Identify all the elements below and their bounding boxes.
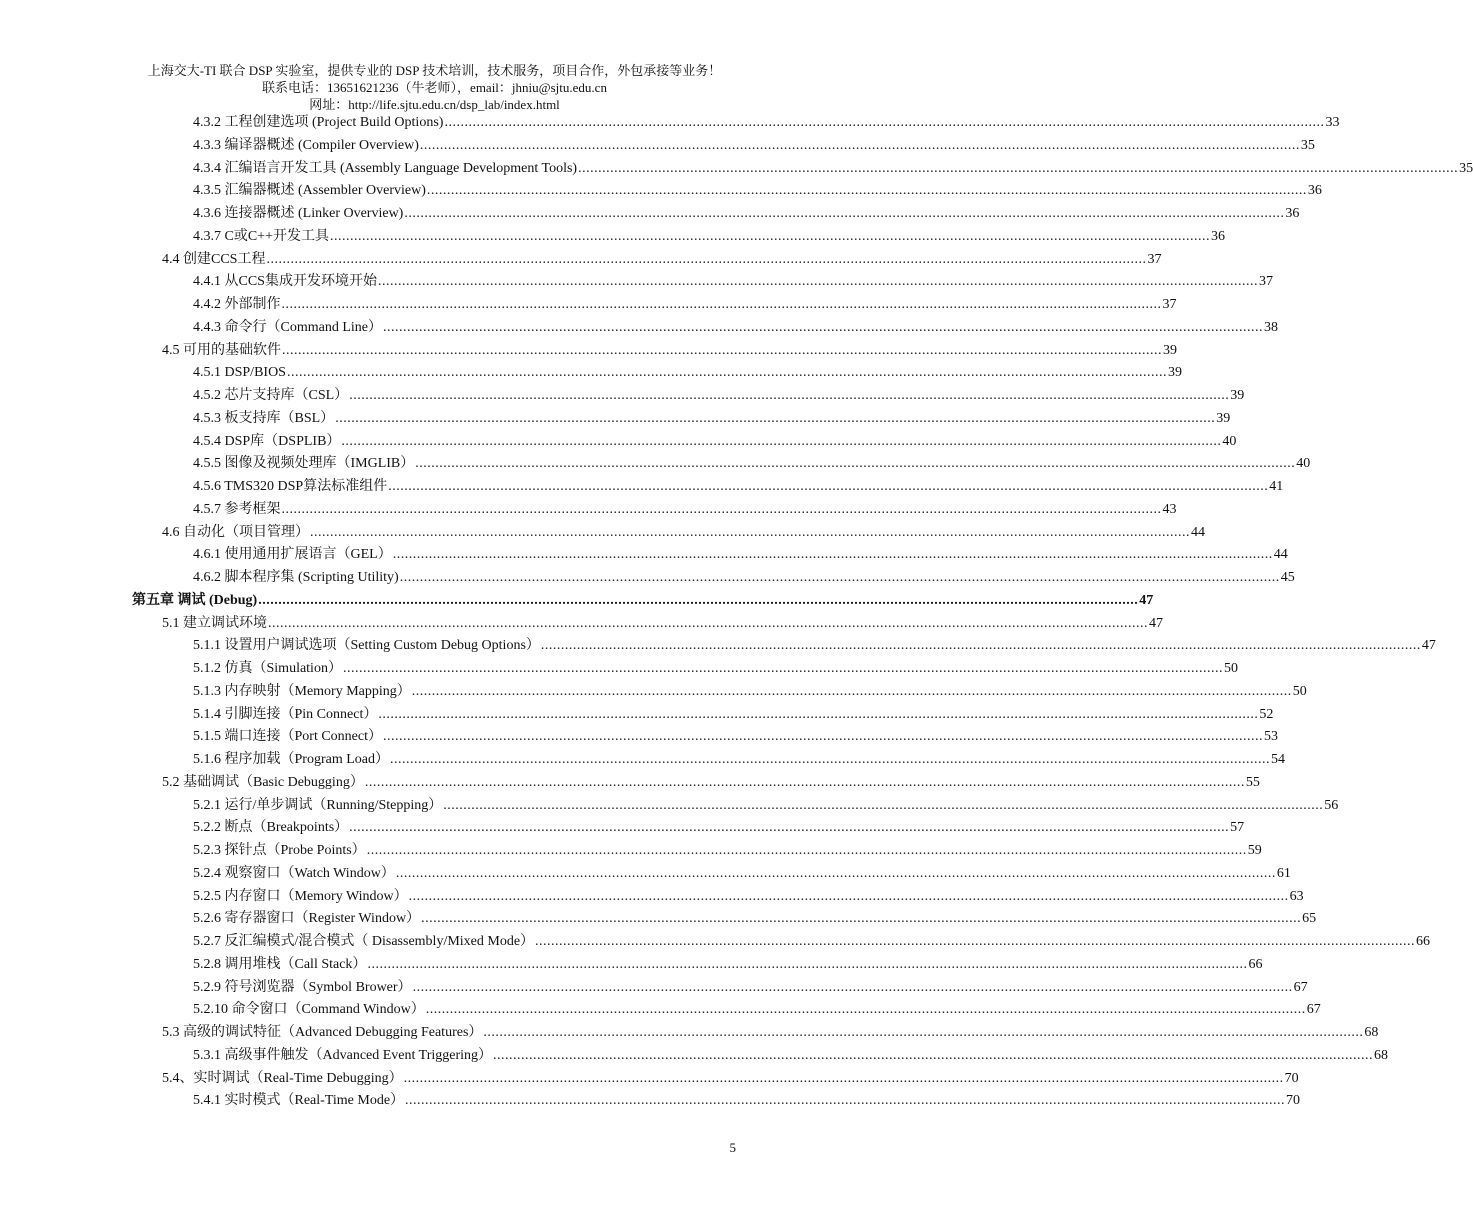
toc-entry-label: 4.6.1 使用通用扩展语言（GEL） xyxy=(193,547,392,563)
toc-dot-leader: ............................................................................................................................................................................................................................ xyxy=(367,956,1248,972)
toc-entry-label: 4.4.1 从CCS集成开发环境开始 xyxy=(193,274,377,290)
toc-dot-leader: ............................................................................................................................................................................................................................ xyxy=(349,388,1230,403)
toc-entry xyxy=(162,1069,1299,1089)
toc-dot-leader: ............................................................................................................................................................................................................................ xyxy=(444,115,1325,130)
toc-entry-label: 4.5.3 板支持库（BSL） xyxy=(193,410,335,426)
toc-entry xyxy=(193,295,1177,315)
toc-dot-leader: ............................................................................................................................................................................................................................ xyxy=(389,752,1270,767)
toc-entry xyxy=(193,705,1274,725)
toc-dot-leader: ............................................................................................................................................................................................................................ xyxy=(404,206,1285,221)
toc-entry xyxy=(193,227,1225,247)
toc-entry-label: 5.3.1 高级事件触发（Advanced Event Triggering） xyxy=(193,1047,493,1063)
toc-entry-page: 43 xyxy=(1162,501,1177,517)
toc-entry-label: 5.1.4 引脚连接（Pin Connect） xyxy=(193,706,378,722)
toc-entry xyxy=(193,545,1288,565)
toc-entry-page: 35 xyxy=(1459,160,1473,176)
toc-entry-page: 67 xyxy=(1293,979,1308,995)
toc-entry-page: 54 xyxy=(1270,752,1285,767)
toc-entry-label: 5.2.4 观察窗口（Watch Window） xyxy=(193,865,395,881)
toc-entry-page: 50 xyxy=(1292,683,1307,699)
toc-entry-label: 第五章 调试 (Debug) xyxy=(132,592,258,608)
toc-dot-leader: ............................................................................................................................................................................................................................ xyxy=(540,638,1421,654)
toc-entry-label: 5.2.3 探针点（Probe Points） xyxy=(193,843,366,858)
toc-entry-page: 61 xyxy=(1276,865,1291,881)
toc-entry-page: 59 xyxy=(1247,843,1262,858)
toc-entry-page: 66 xyxy=(1248,956,1263,972)
toc-entry xyxy=(193,978,1308,998)
toc-entry xyxy=(193,1046,1389,1066)
toc-dot-leader: ............................................................................................................................................................................................................................ xyxy=(342,661,1223,676)
page-header xyxy=(0,62,869,113)
toc-dot-leader: ............................................................................................................................................................................................................................ xyxy=(286,365,1167,381)
toc-dot-leader: ............................................................................................................................................................................................................................ xyxy=(310,524,1190,540)
toc-entry xyxy=(193,159,1473,179)
toc-dot-leader: ............................................................................................................................................................................................................................ xyxy=(383,319,1263,335)
toc-entry-label: 4.4.2 外部制作 xyxy=(193,297,281,312)
toc-entry xyxy=(193,318,1278,338)
toc-entry-label: 5.1.1 设置用户调试选项（Setting Custom Debug Options） xyxy=(193,638,540,654)
toc-entry-page: 37 xyxy=(1147,251,1162,267)
toc-entry-page: 57 xyxy=(1230,820,1245,836)
toc-dot-leader: ............................................................................................................................................................................................................................ xyxy=(388,479,1269,494)
toc-entry-label: 5.1.3 内存映射（Memory Mapping） xyxy=(193,683,411,699)
toc-entry-label: 4.3.4 汇编语言开发工具 (Assembly Language Development Tools) xyxy=(193,160,578,176)
toc-entry-label: 4.6.2 脚本程序集 (Scripting Utility) xyxy=(193,570,399,585)
toc-dot-leader: ............................................................................................................................................................................................................................ xyxy=(266,251,1147,267)
toc-dot-leader: ............................................................................................................................................................................................................................ xyxy=(378,706,1259,722)
toc-entry xyxy=(193,204,1300,224)
toc-entry xyxy=(193,432,1237,452)
toc-entry-label: 5.1.6 程序加载（Program Load） xyxy=(193,752,389,767)
toc-entry xyxy=(193,932,1431,952)
toc-entry-page: 55 xyxy=(1245,774,1260,790)
toc-entry xyxy=(193,500,1177,520)
toc-entry-page: 47 xyxy=(1421,638,1436,654)
toc-entry-label: 5.2.10 命令窗口（Command Window） xyxy=(193,1002,425,1018)
toc-entry-page: 33 xyxy=(1325,115,1340,130)
toc-entry-page: 53 xyxy=(1264,729,1278,745)
toc-dot-leader: ............................................................................................................................................................................................................................ xyxy=(483,1025,1364,1040)
toc-entry xyxy=(193,818,1245,838)
toc-dot-leader: ............................................................................................................................................................................................................................ xyxy=(405,1093,1286,1109)
toc-entry-page: 47 xyxy=(1139,592,1154,608)
toc-dot-leader: ............................................................................................................................................................................................................................ xyxy=(493,1047,1374,1063)
toc-entry-label: 4.3.5 汇编器概述 (Assembler Overview) xyxy=(193,183,426,199)
toc-entry xyxy=(162,1023,1379,1043)
toc-entry-label: 5.1.5 端口连接（Port Connect） xyxy=(193,729,382,745)
toc-entry xyxy=(132,591,1154,611)
header-website-line: 网址：http://life.sjtu.edu.cn/dsp_lab/index.html xyxy=(309,97,560,112)
toc-dot-leader: ............................................................................................................................................................................................................................ xyxy=(349,820,1230,836)
toc-entry-label: 5.2.1 运行/单步调试（Running/Stepping） xyxy=(193,797,443,813)
toc-entry xyxy=(193,363,1182,383)
toc-dot-leader: ............................................................................................................................................................................................................................ xyxy=(281,501,1162,517)
toc-entry xyxy=(193,750,1285,770)
toc-dot-leader: ............................................................................................................................................................................................................................ xyxy=(377,274,1258,290)
toc-dot-leader: ............................................................................................................................................................................................................................ xyxy=(403,1070,1284,1086)
toc-dot-leader: ............................................................................................................................................................................................................................ xyxy=(419,137,1300,153)
toc-entry xyxy=(193,955,1263,975)
toc-entry xyxy=(193,727,1278,747)
toc-entry-page: 39 xyxy=(1167,365,1182,381)
toc-entry xyxy=(193,136,1315,156)
toc-entry-label: 5.2.7 反汇编模式/混合模式（ Disassembly/Mixed Mode） xyxy=(193,934,535,949)
toc-entry-page: 41 xyxy=(1269,479,1284,494)
toc-entry-page: 40 xyxy=(1296,456,1311,472)
toc-dot-leader: ............................................................................................................................................................................................................................ xyxy=(412,979,1293,995)
toc-entry-page: 39 xyxy=(1163,342,1177,358)
toc-entry xyxy=(162,341,1177,361)
toc-dot-leader: ............................................................................................................................................................................................................................ xyxy=(411,683,1292,699)
toc-dot-leader: ............................................................................................................................................................................................................................ xyxy=(421,911,1302,927)
toc-dot-leader: ............................................................................................................................................................................................................................ xyxy=(268,615,1148,631)
toc-entry-page: 36 xyxy=(1285,206,1300,221)
toc-entry xyxy=(193,568,1295,588)
toc-entry-label: 5.2.2 断点（Breakpoints） xyxy=(193,820,349,836)
toc-entry-page: 66 xyxy=(1416,934,1431,949)
toc-entry xyxy=(193,1000,1321,1020)
toc-entry-page: 44 xyxy=(1191,524,1205,540)
toc-entry-label: 4.5.7 参考框架 xyxy=(193,501,281,517)
toc-entry-label: 4.6 自动化（项目管理） xyxy=(162,524,309,540)
toc-entry-page: 68 xyxy=(1364,1025,1379,1040)
toc-entry-label: 4.5.1 DSP/BIOS xyxy=(193,365,286,381)
toc-entry xyxy=(193,1091,1301,1111)
toc-entry-page: 39 xyxy=(1216,410,1231,426)
toc-entry-page: 52 xyxy=(1259,706,1274,722)
header-contact-line: 联系电话：13651621236（牛老师），email：jhniu@sjtu.edu.cn xyxy=(262,80,607,95)
toc-entry xyxy=(193,477,1284,497)
toc-entry-page: 37 xyxy=(1162,297,1177,312)
toc-dot-leader: ............................................................................................................................................................................................................................ xyxy=(364,774,1245,790)
toc-dot-leader: ............................................................................................................................................................................................................................ xyxy=(415,456,1296,472)
toc-entry-page: 37 xyxy=(1258,274,1273,290)
toc-dot-leader: ............................................................................................................................................................................................................................ xyxy=(392,547,1273,563)
toc-entry-page: 47 xyxy=(1149,615,1163,631)
toc-entry-page: 36 xyxy=(1307,183,1322,199)
toc-entry-label: 4.3.7 C或C++开发工具 xyxy=(193,228,329,244)
toc-entry xyxy=(193,682,1307,702)
toc-entry xyxy=(193,659,1238,679)
toc-entry xyxy=(162,523,1205,543)
toc-dot-leader: ............................................................................................................................................................................................................................ xyxy=(341,433,1222,449)
toc-dot-leader: ............................................................................................................................................................................................................................ xyxy=(399,570,1280,585)
toc-entry-label: 5.2.5 内存窗口（Memory Window） xyxy=(193,888,408,904)
toc-dot-leader: ............................................................................................................................................................................................................................ xyxy=(335,410,1216,426)
toc-entry-label: 5.2.6 寄存器窗口（Register Window） xyxy=(193,911,421,927)
toc-entry-label: 4.4.3 命令行（Command Line） xyxy=(193,319,382,335)
toc-entry xyxy=(193,841,1262,861)
toc-entry-page: 36 xyxy=(1210,228,1225,244)
toc-entry-page: 70 xyxy=(1284,1070,1299,1086)
toc-entry xyxy=(193,454,1311,474)
toc-entry-label: 4.3.2 工程创建选项 (Project Build Options) xyxy=(193,115,444,130)
toc-entry-label: 5.2.9 符号浏览器（Symbol Brower） xyxy=(193,979,412,995)
toc-dot-leader: ............................................................................................................................................................................................................................ xyxy=(443,797,1324,813)
toc-dot-leader: ............................................................................................................................................................................................................................ xyxy=(425,1002,1306,1018)
toc-entry-page: 44 xyxy=(1273,547,1288,563)
toc-entry-label: 4.5 可用的基础软件 xyxy=(162,342,281,358)
toc-entry-page: 63 xyxy=(1289,888,1304,904)
toc-entry xyxy=(193,636,1436,656)
toc-entry-label: 5.2.8 调用堆栈（Call Stack） xyxy=(193,956,367,972)
toc-dot-leader: ............................................................................................................................................................................................................................ xyxy=(281,297,1162,312)
toc-entry-page: 35 xyxy=(1300,137,1315,153)
toc-entry-label: 5.1.2 仿真（Simulation） xyxy=(193,661,342,676)
toc-entry-label: 5.1 建立调试环境 xyxy=(162,615,267,631)
toc-entry-page: 68 xyxy=(1374,1047,1389,1063)
toc-entry xyxy=(162,773,1260,793)
toc-entry xyxy=(193,864,1291,884)
toc-entry xyxy=(193,796,1339,816)
toc-entry-label: 5.4、实时调试（Real-Time Debugging） xyxy=(162,1070,403,1086)
toc-entry-page: 67 xyxy=(1306,1002,1321,1018)
page-number: 5 xyxy=(729,1140,736,1155)
toc-dot-leader: ............................................................................................................................................................................................................................ xyxy=(578,160,1459,176)
toc-entry-page: 56 xyxy=(1324,797,1339,813)
toc-entry xyxy=(193,386,1245,406)
toc-entry xyxy=(162,250,1162,270)
toc-entry-label: 4.5.5 图像及视频处理库（IMGLIB） xyxy=(193,456,415,472)
toc-entry-label: 4.3.6 连接器概述 (Linker Overview) xyxy=(193,206,404,221)
toc-entry xyxy=(193,181,1322,201)
toc-entry-label: 5.3 高级的调试特征（Advanced Debugging Features） xyxy=(162,1025,483,1040)
toc-dot-leader: ............................................................................................................................................................................................................................ xyxy=(282,342,1162,358)
toc-dot-leader: ............................................................................................................................................................................................................................ xyxy=(408,888,1289,904)
toc-entry-label: 4.4 创建CCS工程 xyxy=(162,251,266,267)
toc-entry-label: 4.5.6 TMS320 DSP算法标准组件 xyxy=(193,479,388,494)
toc-dot-leader: ............................................................................................................................................................................................................................ xyxy=(383,729,1263,745)
toc-dot-leader: ............................................................................................................................................................................................................................ xyxy=(535,934,1416,949)
toc-entry-label: 4.5.4 DSP库（DSPLIB） xyxy=(193,433,341,449)
toc-entry-label: 4.3.3 编译器概述 (Compiler Overview) xyxy=(193,137,419,153)
toc-dot-leader: ............................................................................................................................................................................................................................ xyxy=(366,843,1247,858)
toc-entry xyxy=(193,272,1273,292)
toc-dot-leader: ............................................................................................................................................................................................................................ xyxy=(329,228,1210,244)
toc-entry xyxy=(193,409,1231,429)
toc-entry-page: 40 xyxy=(1222,433,1237,449)
toc-dot-leader: ............................................................................................................................................................................................................................ xyxy=(258,592,1139,608)
toc-entry-label: 5.2 基础调试（Basic Debugging） xyxy=(162,774,364,790)
toc-entry-label: 5.4.1 实时模式（Real-Time Mode） xyxy=(193,1093,405,1109)
toc-entry xyxy=(162,614,1163,634)
toc-dot-leader: ............................................................................................................................................................................................................................ xyxy=(395,865,1276,881)
toc-entry-page: 65 xyxy=(1302,911,1317,927)
toc-entry-page: 50 xyxy=(1223,661,1238,676)
toc-entry-page: 39 xyxy=(1230,388,1245,403)
toc-entry xyxy=(193,909,1317,929)
toc-entry-page: 70 xyxy=(1286,1093,1301,1109)
toc-entry-page: 45 xyxy=(1280,570,1295,585)
toc-entry-label: 4.5.2 芯片支持库（CSL） xyxy=(193,388,349,403)
toc-dot-leader: ............................................................................................................................................................................................................................ xyxy=(426,183,1307,199)
toc-entry xyxy=(193,887,1304,907)
toc-entry xyxy=(193,113,1340,133)
header-lab-line: 上海交大-TI 联合 DSP 实验室，提供专业的 DSP 技术培训，技术服务，项目合作，外包承接等业务！ xyxy=(147,63,722,78)
toc-entry-page: 38 xyxy=(1264,319,1278,335)
